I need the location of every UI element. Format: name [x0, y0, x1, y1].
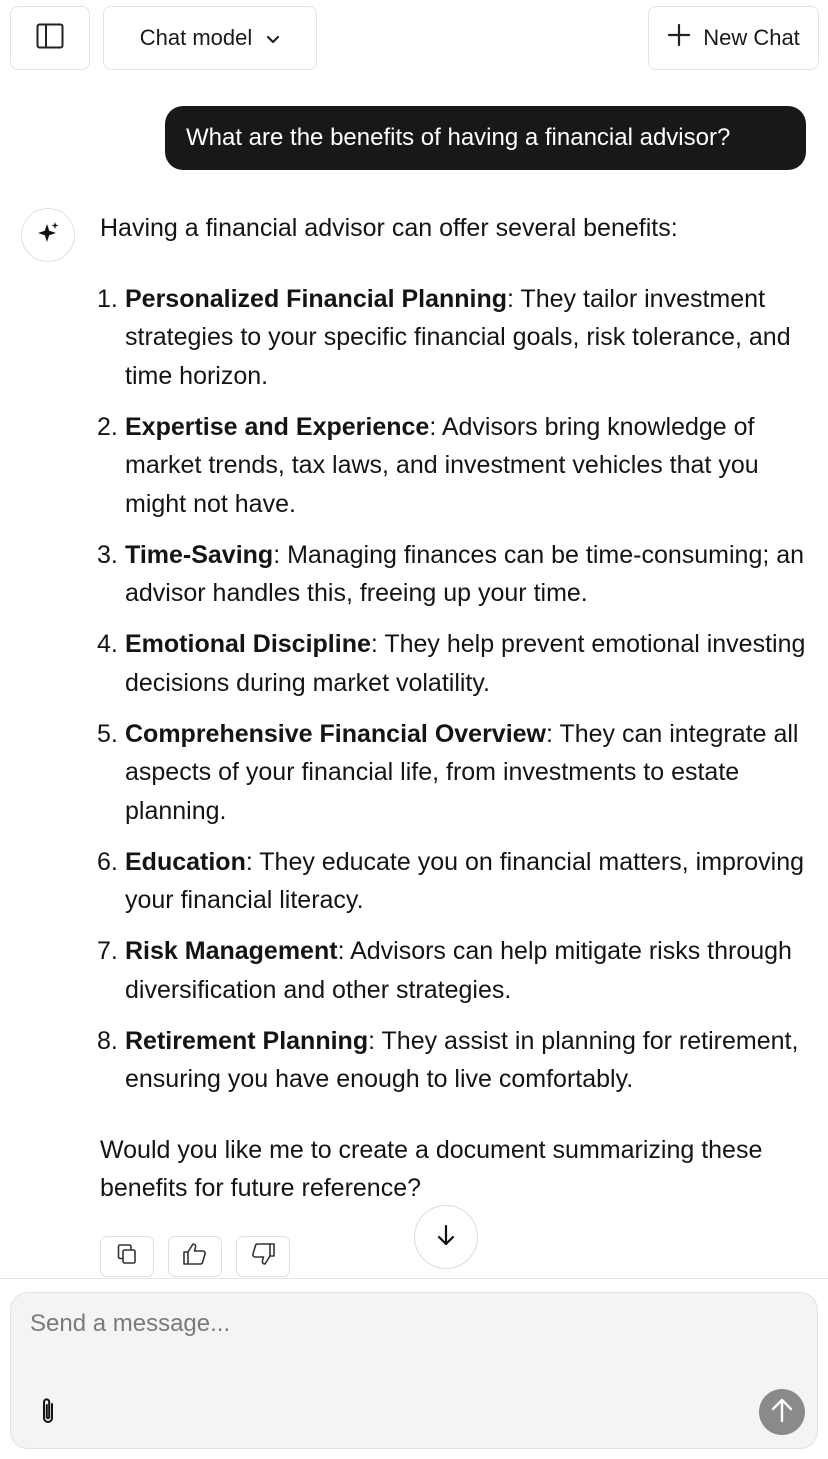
- sidebar-toggle-icon: [36, 23, 64, 54]
- item-text: : They assist in planning for retirement, ensuring you have enough to live comfortably.: [125, 1026, 799, 1093]
- list-item: 2. Expertise and Experience: Advisors bring knowledge of market trends, tax laws, and investment vehicles that you might not have.: [97, 412, 759, 518]
- message-composer: [10, 1292, 818, 1449]
- send-button[interactable]: [759, 1389, 805, 1435]
- assistant-outro: Would you like me to create a document summarizing these benefits for future reference?: [100, 1135, 763, 1202]
- item-text: : They educate you on financial matters, improving your financial literacy.: [125, 847, 805, 914]
- message-input[interactable]: [30, 1310, 790, 1350]
- arrow-down-icon: [435, 1224, 457, 1251]
- item-text: : They help prevent emotional investing decisions during market volatility.: [125, 630, 806, 697]
- assistant-avatar: [21, 208, 75, 262]
- item-title: Education: [125, 847, 246, 876]
- thumbs-up-icon: [182, 1242, 208, 1271]
- list-item: 5. Comprehensive Financial Overview: They can integrate all aspects of your financial life, from investments to estate planning.: [97, 719, 799, 825]
- user-message-bubble: [165, 106, 806, 170]
- scroll-to-bottom-button[interactable]: [414, 1205, 478, 1269]
- item-title: Comprehensive Financial Overview: [125, 719, 546, 748]
- list-item: 6. Education: They educate you on financial matters, improving your financial literacy.: [97, 847, 805, 914]
- list-item: 1. Personalized Financial Planning: They tailor investment strategies to your specific financial goals, risk tolerance, and time horizon.: [97, 284, 791, 390]
- new-chat-button[interactable]: [648, 6, 819, 70]
- copy-icon: [116, 1243, 138, 1270]
- list-item: 3. Time-Saving: Managing finances can be time-consuming; an advisor handles this, freeing up your time.: [97, 540, 805, 607]
- assistant-message: [97, 208, 812, 1208]
- item-title: Retirement Planning: [125, 1026, 369, 1055]
- user-message-text: What are the benefits of having a financial advisor?: [186, 124, 731, 151]
- benefits-list: [97, 280, 812, 1099]
- list-item: 7. Risk Management: Advisors can help mitigate risks through diversification and other strategies.: [97, 937, 792, 1004]
- copy-button[interactable]: [100, 1236, 154, 1277]
- message-actions: [100, 1236, 290, 1277]
- item-text: : Advisors bring knowledge of market trends, tax laws, and investment vehicles that you might not have.: [125, 412, 759, 518]
- item-title: Expertise and Experience: [125, 412, 430, 441]
- list-item: 4. Emotional Discipline: They help prevent emotional investing decisions during market volatility.: [97, 630, 806, 697]
- item-text: : Advisors can help mitigate risks through diversification and other strategies.: [125, 937, 792, 1004]
- item-title: Emotional Discipline: [125, 630, 371, 658]
- composer-divider: [0, 1278, 828, 1279]
- item-title: Personalized Financial Planning: [125, 284, 508, 313]
- item-title: Time-Saving: [125, 540, 274, 569]
- item-title: Risk Management: [125, 937, 338, 965]
- paperclip-icon: [39, 1396, 57, 1431]
- chevron-down-icon: [266, 25, 280, 51]
- item-text: : They tailor investment strategies to your specific financial goals, risk tolerance, and time horizon.: [125, 284, 791, 390]
- item-text: : They can integrate all aspects of your financial life, from investments to estate planning.: [125, 719, 799, 825]
- model-selector-button[interactable]: [103, 6, 317, 70]
- new-chat-label: New Chat: [703, 25, 800, 50]
- sidebar-toggle-button[interactable]: [10, 6, 90, 70]
- model-selector-label: Chat model: [139, 25, 253, 50]
- assistant-intro: Having a financial advisor can offer several benefits:: [100, 214, 678, 242]
- item-text: : Managing finances can be time-consuming; an advisor handles this, freeing up your time.: [125, 540, 805, 607]
- arrow-up-icon: [770, 1397, 794, 1428]
- thumbs-down-icon: [250, 1242, 276, 1271]
- plus-icon: [667, 23, 691, 53]
- upvote-button[interactable]: [168, 1236, 222, 1277]
- sparkle-icon: [35, 220, 61, 251]
- downvote-button[interactable]: [236, 1236, 290, 1277]
- list-item: 8. Retirement Planning: They assist in planning for retirement, ensuring you have enough to live comfortably.: [97, 1026, 799, 1093]
- attach-button[interactable]: [33, 1393, 63, 1433]
